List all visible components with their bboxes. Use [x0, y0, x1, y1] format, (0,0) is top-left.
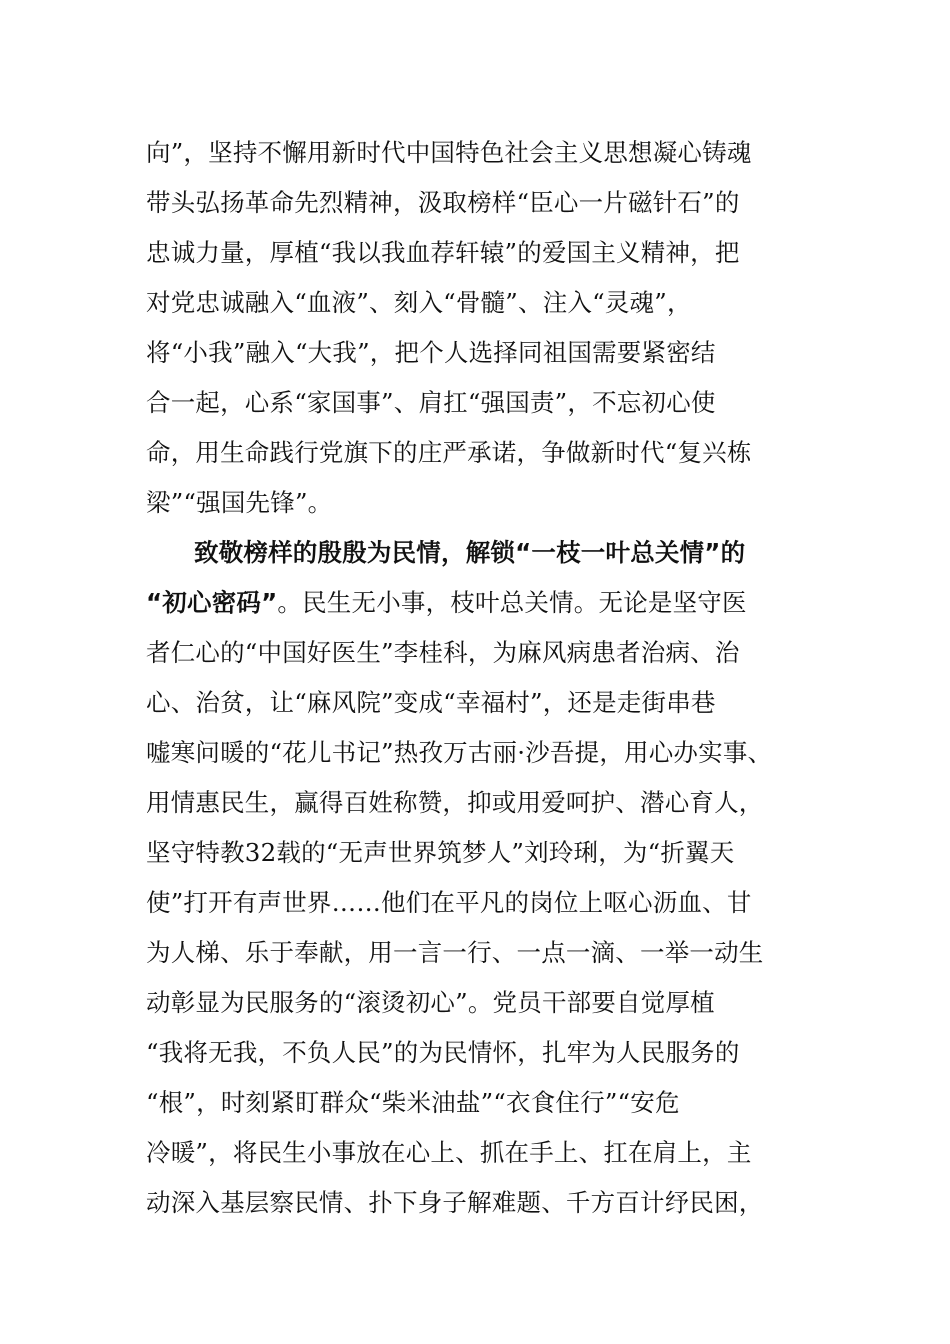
- paragraph-line: 对党忠诚融入“血液”、刻入“骨髓”、注入“灵魂”，: [146, 288, 692, 317]
- body-text: [146, 128, 866, 1228]
- heading-continuation-line: [146, 578, 866, 628]
- paragraph-line: 动彰显为民服务的“滚烫初心”。党员干部要自觉厚植: [146, 988, 715, 1017]
- paragraph-line: 动深入基层察民情、扑下身子解难题、千方百计纾民困，: [146, 1188, 764, 1217]
- section-heading: 致敬榜样的殷殷为民情，解锁“一枝一叶总关情”的: [194, 538, 746, 567]
- paragraph-line: 用情惠民生，赢得百姓称赞，抑或用爱呵护、潜心育人，: [146, 788, 764, 817]
- paragraph-line: 梁”“强国先锋”。: [146, 488, 333, 517]
- paragraph-line: 使”打开有声世界……他们在平凡的岗位上呕心沥血、甘: [146, 888, 752, 917]
- heading-rest-text: 。民生无小事，枝叶总关情。无论是坚守医: [277, 588, 747, 617]
- paragraph-line: 带头弘扬革命先烈精神，汲取榜样“臣心一片磁针石”的: [146, 188, 740, 217]
- paragraph-line: 冷暖”，将民生小事放在心上、抓在手上、扛在肩上，主: [146, 1138, 752, 1167]
- heading-emphasis: “初心密码”: [146, 588, 278, 617]
- paragraph-line: 心、治贫，让“麻风院”变成“幸福村”，还是走街串巷: [146, 688, 716, 717]
- paragraph-line: 命，用生命践行党旗下的庄严承诺，争做新时代“复兴栋: [146, 438, 752, 467]
- paragraph-line: 合一起，心系“家国事”、肩扛“强国责”，不忘初心使: [146, 388, 716, 417]
- paragraph-line: 坚守特教32载的“无声世界筑梦人”刘玲琍，为“折翼天: [146, 838, 735, 867]
- paragraph-line: 者仁心的“中国好医生”李桂科，为麻风病患者治病、治: [146, 638, 740, 667]
- paragraph-line: 向”，坚持不懈用新时代中国特色社会主义思想凝心铸魂: [146, 138, 752, 167]
- paragraph-line: 忠诚力量，厚植“我以我血荐轩辕”的爱国主义精神，把: [146, 238, 740, 267]
- paragraph-line: “根”，时刻紧盯群众“柴米油盐”“衣食住行”“安危: [146, 1088, 680, 1117]
- paragraph-line: “我将无我，不负人民”的为民情怀，扎牢为人民服务的: [146, 1038, 740, 1067]
- paragraph-line: 将“小我”融入“大我”，把个人选择同祖国需要紧密结: [146, 338, 716, 367]
- paragraph-line: 嘘寒问暖的“花儿书记”热孜万古丽·沙吾提，用心办实事、: [146, 738, 773, 767]
- paragraph-line: 为人梯、乐于奉献，用一言一行、一点一滴、一举一动生: [146, 938, 764, 967]
